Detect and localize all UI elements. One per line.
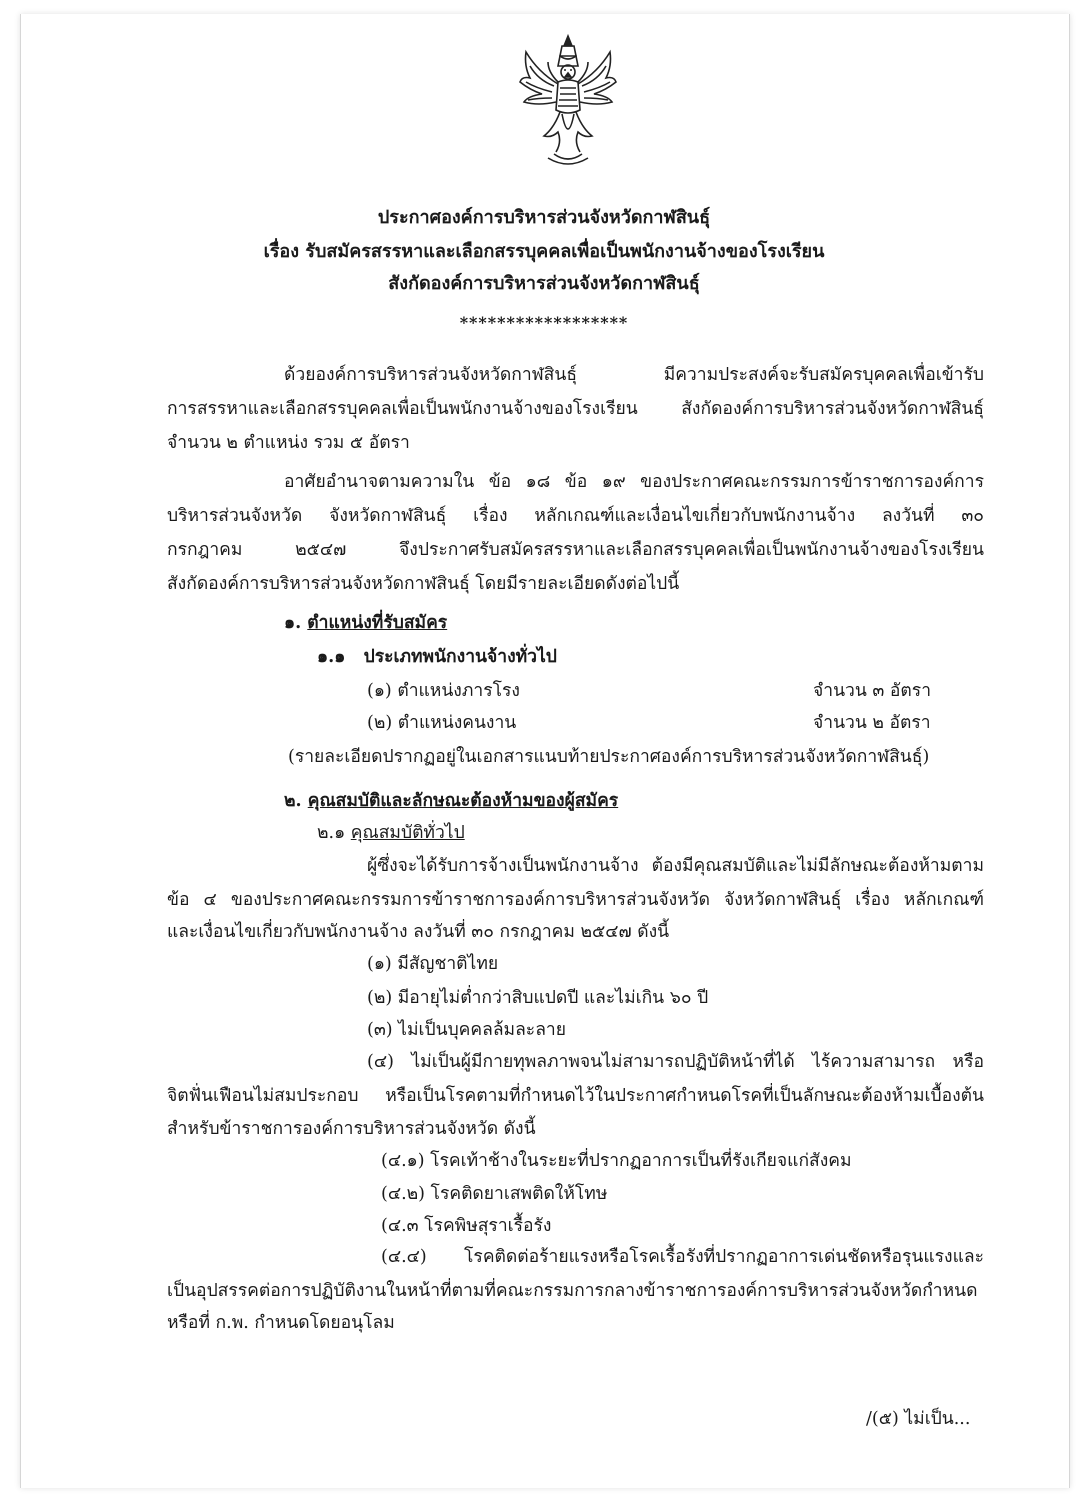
paragraph2-line2: บริหารส่วนจังหวัด จังหวัดกาฬสินธุ์ เรื่อง หลักเกณฑ์และเงื่อนไขเกี่ยวกับพนักงานจ้าง ลงวันที่ ๓๐ xyxy=(167,506,984,526)
paragraph1-line3: จำนวน ๒ ตำแหน่ง รวม ๕ อัตรา xyxy=(167,433,410,453)
paragraph2-line3: กรกฎาคม ๒๕๔๗ จึงประกาศรับสมัครสรรหาและเลือกสรรบุคคลเพื่อเป็นพนักงานจ้างของโรงเรียน xyxy=(167,540,984,560)
disease-item-4-line1: (๔.๔) โรคติดต่อร้ายแรงหรือโรคเรื้อรังที่ปรากฏอาการเด่นชัดหรือรุนแรงและ xyxy=(381,1247,984,1267)
continued-marker: /(๕) ไม่เป็น... xyxy=(866,1409,971,1429)
disease-item-3: (๔.๓ โรคพิษสุราเรื้อรัง xyxy=(381,1216,552,1236)
qualification-item-1: (๑) มีสัญชาติไทย xyxy=(367,954,499,974)
qualification-item-2: (๒) มีอายุไม่ต่ำกว่าสิบแปดปี และไม่เกิน ๖๐ ปี xyxy=(367,988,709,1008)
separator: ****************** xyxy=(459,313,629,332)
section1-title: ตำแหน่งที่รับสมัคร xyxy=(307,613,448,633)
announcement-title: ประกาศองค์การบริหารส่วนจังหวัดกาฬสินธุ์ xyxy=(377,207,711,228)
section2-intro-line1: ผู้ซึ่งจะได้รับการจ้างเป็นพนักงานจ้าง ต้องมีคุณสมบัติและไม่มีลักษณะต้องห้ามตาม xyxy=(367,856,984,876)
disease-item-4-line3: หรือที่ ก.พ. กำหนดโดยอนุโลม xyxy=(167,1313,395,1333)
section2-number: ๒. xyxy=(284,791,302,811)
qualification-item-4-line2: จิตฟั่นเฟือนไม่สมประกอบ หรือเป็นโรคตามที่กำหนดไว้ในประกาศกำหนดโรคที่เป็นลักษณะต้องห้ามเบื้องต้น xyxy=(167,1086,984,1106)
disease-item-2: (๔.๒) โรคติดยาเสพติดให้โทษ xyxy=(381,1184,608,1204)
section2-intro-line2: ข้อ ๔ ของประกาศคณะกรรมการข้าราชการองค์การบริหารส่วนจังหวัด จังหวัดกาฬสินธุ์ เรื่อง หลักเกณฑ์ xyxy=(167,890,984,910)
announcement-affiliation: สังกัดองค์การบริหารส่วนจังหวัดกาฬสินธุ์ xyxy=(388,273,700,294)
paragraph2-line4: สังกัดองค์การบริหารส่วนจังหวัดกาฬสินธุ์ โดยมีรายละเอียดดังต่อไปนี้ xyxy=(167,574,680,594)
section1-1-heading xyxy=(317,646,557,668)
section2-heading xyxy=(284,790,618,812)
announcement-subject: เรื่อง รับสมัครสรรหาและเลือกสรรบุคคลเพื่อเป็นพนักงานจ้างของโรงเรียน xyxy=(263,241,825,262)
paragraph2-line1: อาศัยอำนาจตามความใน ข้อ ๑๘ ข้อ ๑๙ ของประกาศคณะกรรมการข้าราชการองค์การ xyxy=(284,472,984,492)
qualification-item-4-line1: (๔) ไม่เป็นผู้มีกายทุพลภาพจนไม่สามารถปฏิบัติหน้าที่ได้ ไร้ความสามารถ หรือ xyxy=(367,1052,984,1072)
section2-1-heading xyxy=(317,822,465,844)
garuda-emblem-icon xyxy=(518,32,618,172)
disease-item-1: (๔.๑) โรคเท้าช้างในระยะที่ปรากฏอาการเป็นที่รังเกียจแก่สังคม xyxy=(381,1151,852,1171)
position-2-name: (๒) ตำแหน่งคนงาน xyxy=(367,713,517,733)
disease-item-4-line2: เป็นอุปสรรคต่อการปฏิบัติงานในหน้าที่ตามที่คณะกรรมการกลางข้าราชการองค์การบริหารส่วนจังหวัดกำหนด xyxy=(167,1281,978,1301)
qualification-item-4-line3: สำหรับข้าราชการองค์การบริหารส่วนจังหวัด ดังนี้ xyxy=(167,1119,536,1139)
paragraph1-line1: ด้วยองค์การบริหารส่วนจังหวัดกาฬสินธุ์ มีความประสงค์จะรับสมัครบุคคลเพื่อเข้ารับ xyxy=(284,365,984,385)
position-1-name: (๑) ตำแหน่งภารโรง xyxy=(367,681,520,701)
position-2-count: จำนวน ๒ อัตรา xyxy=(813,713,931,733)
position-1-count: จำนวน ๓ อัตรา xyxy=(813,681,932,701)
section2-1-number: ๒.๑ xyxy=(317,823,346,843)
section1-1-title: ประเภทพนักงานจ้างทั่วไป xyxy=(363,647,557,667)
positions-note: (รายละเอียดปรากฏอยู่ในเอกสารแนบท้ายประกาศองค์การบริหารส่วนจังหวัดกาฬสินธุ์) xyxy=(288,747,930,767)
section2-1-title: คุณสมบัติทั่วไป xyxy=(350,823,465,843)
section2-intro-line3: และเงื่อนไขเกี่ยวกับพนักงานจ้าง ลงวันที่ ๓๐ กรกฎาคม ๒๕๔๗ ดังนี้ xyxy=(167,922,670,942)
section2-title: คุณสมบัติและลักษณะต้องห้ามของผู้สมัคร xyxy=(307,791,619,811)
section1-heading xyxy=(284,612,447,634)
qualification-item-3: (๓) ไม่เป็นบุคคลล้มละลาย xyxy=(367,1020,567,1040)
paragraph1-line2: การสรรหาและเลือกสรรบุคคลเพื่อเป็นพนักงานจ้างของโรงเรียน สังกัดองค์การบริหารส่วนจังหวัดกาฬสินธุ์ xyxy=(167,399,984,419)
section1-number: ๑. xyxy=(284,613,302,633)
section1-1-number: ๑.๑ xyxy=(317,647,346,667)
